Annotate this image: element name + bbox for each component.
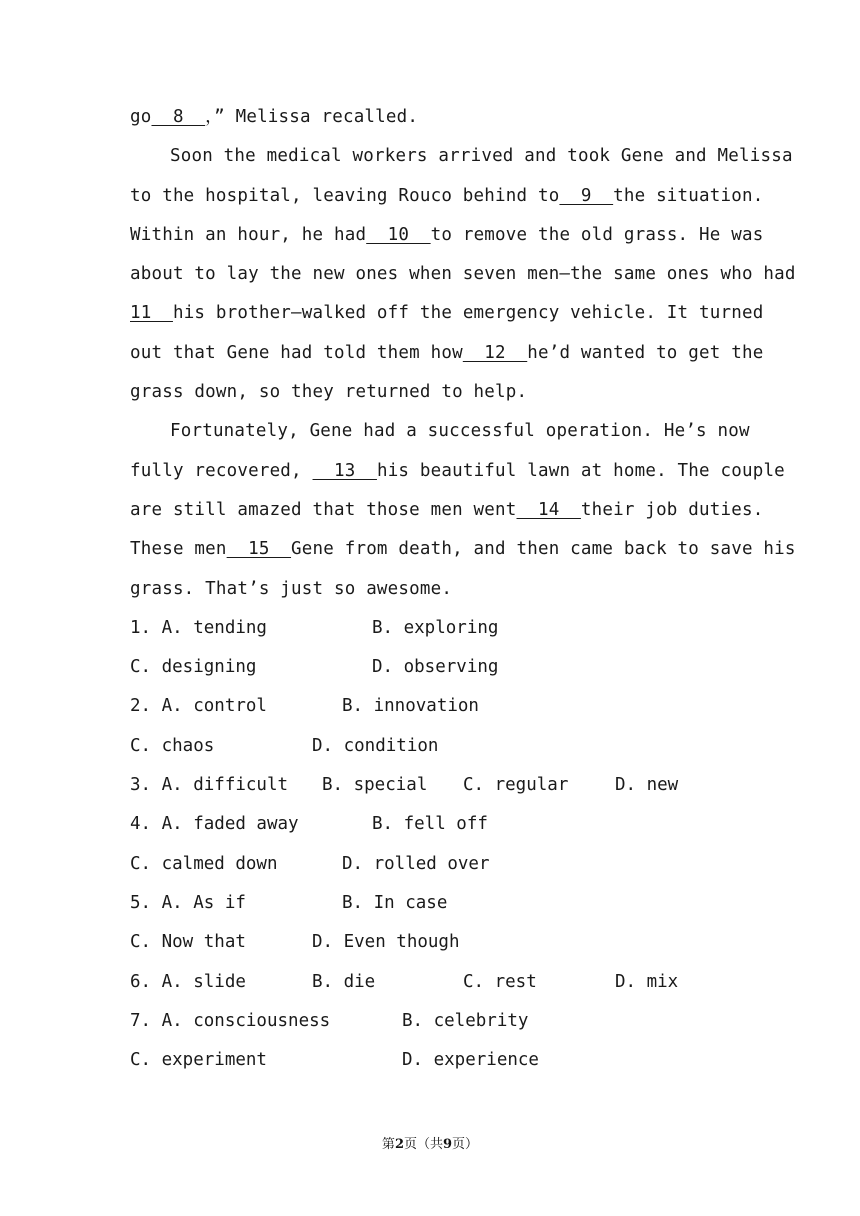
passage-line (130, 216, 764, 255)
option: D. experience (402, 1050, 539, 1071)
text: about to lay the new ones when seven men—the same ones who had (130, 264, 796, 285)
option: C. Now that (130, 932, 246, 953)
option: C. regular (463, 775, 569, 796)
text: he’d wanted to get the (527, 342, 764, 363)
text: his brother—walked off the emergency vehicle. It turned (172, 303, 764, 324)
footer-text: 页） (452, 1137, 479, 1152)
text: to remove the old grass. He was (430, 224, 764, 245)
option: C. calmed down (130, 853, 278, 874)
option: 2. A. control (130, 696, 267, 717)
passage-line (130, 255, 796, 294)
option: C. designing (130, 657, 257, 678)
text: to the hospital, leaving Rouco behind to (130, 185, 560, 206)
passage-line (130, 412, 750, 451)
text: Soon the medical workers arrived and took Gene and Melissa (170, 146, 793, 167)
text: Fortunately, Gene had a successful operation. He’s now (170, 421, 750, 442)
option: B. special (322, 775, 428, 796)
option: B. fell off (372, 814, 488, 835)
option: C. rest (463, 971, 537, 992)
passage-line (130, 177, 764, 216)
option: 5. A. As if (130, 892, 246, 913)
option: D. observing (372, 657, 499, 678)
text: the situation. (613, 185, 764, 206)
option: 1. A. tending (130, 617, 267, 638)
text: go (130, 107, 152, 127)
option: B. In case (342, 892, 448, 913)
blank-14: 14 (516, 499, 581, 520)
option: D. rolled over (342, 853, 490, 874)
text: Within an hour, he had (130, 224, 367, 245)
document-page (130, 98, 796, 1080)
option: B. celebrity (402, 1010, 529, 1031)
option: 7. A. consciousness (130, 1010, 331, 1031)
option-row (130, 923, 730, 962)
option: D. mix (615, 971, 679, 992)
option: 4. A. faded away (130, 814, 299, 835)
text: fully recovered, (130, 460, 302, 481)
text: Gene from death, and then came back to save his (291, 539, 796, 560)
passage-line (130, 373, 730, 412)
option: C. chaos (130, 735, 215, 756)
footer-text: 页（共 (403, 1137, 443, 1152)
blank-9: 9 (559, 185, 614, 206)
option: D. new (615, 775, 679, 796)
blank-10: 10 (366, 224, 431, 245)
page-total: 9 (443, 1137, 453, 1152)
option-row (130, 766, 730, 805)
passage-line (130, 570, 730, 609)
option-row (130, 648, 730, 687)
blank-8: 8 (151, 107, 206, 127)
blank-13: 13 (312, 460, 377, 481)
blank-11: 11 (130, 303, 173, 324)
option-row (130, 884, 730, 923)
option-row (130, 687, 730, 726)
blank-12: 12 (462, 342, 528, 363)
text: out that Gene had told them how (130, 342, 463, 363)
text: ，” Melissa recalled. (205, 107, 419, 127)
option-row (130, 1041, 730, 1080)
passage-line (130, 294, 764, 333)
option: D. Even though (312, 932, 460, 953)
option: B. die (312, 971, 376, 992)
text: his beautiful lawn at home. The couple (376, 460, 785, 481)
text: are still amazed that those men went (130, 499, 517, 520)
text: These men (130, 539, 227, 560)
option: C. experiment (130, 1050, 267, 1071)
text: their job duties. (580, 499, 764, 520)
option: 3. A. difficult (130, 775, 289, 796)
passage-line (130, 530, 796, 569)
footer-text: 第 (381, 1137, 395, 1152)
option-row (130, 845, 730, 884)
option-row (130, 963, 730, 1002)
page-footer (0, 1133, 860, 1152)
page-number: 2 (394, 1137, 404, 1152)
option-row (130, 805, 730, 844)
passage-line (130, 334, 764, 373)
text: grass down, so they returned to help. (130, 382, 528, 403)
option-row (130, 727, 730, 766)
passage-line (130, 491, 764, 530)
passage-line (130, 98, 730, 137)
option: B. innovation (342, 696, 479, 717)
text: grass. That’s just so awesome. (130, 578, 453, 599)
option-row (130, 609, 730, 648)
passage-line (130, 137, 793, 176)
option: D. condition (312, 735, 439, 756)
passage-line (130, 452, 785, 491)
blank-15: 15 (226, 539, 292, 560)
option: B. exploring (372, 617, 499, 638)
option-row (130, 1002, 730, 1041)
option: 6. A. slide (130, 971, 246, 992)
